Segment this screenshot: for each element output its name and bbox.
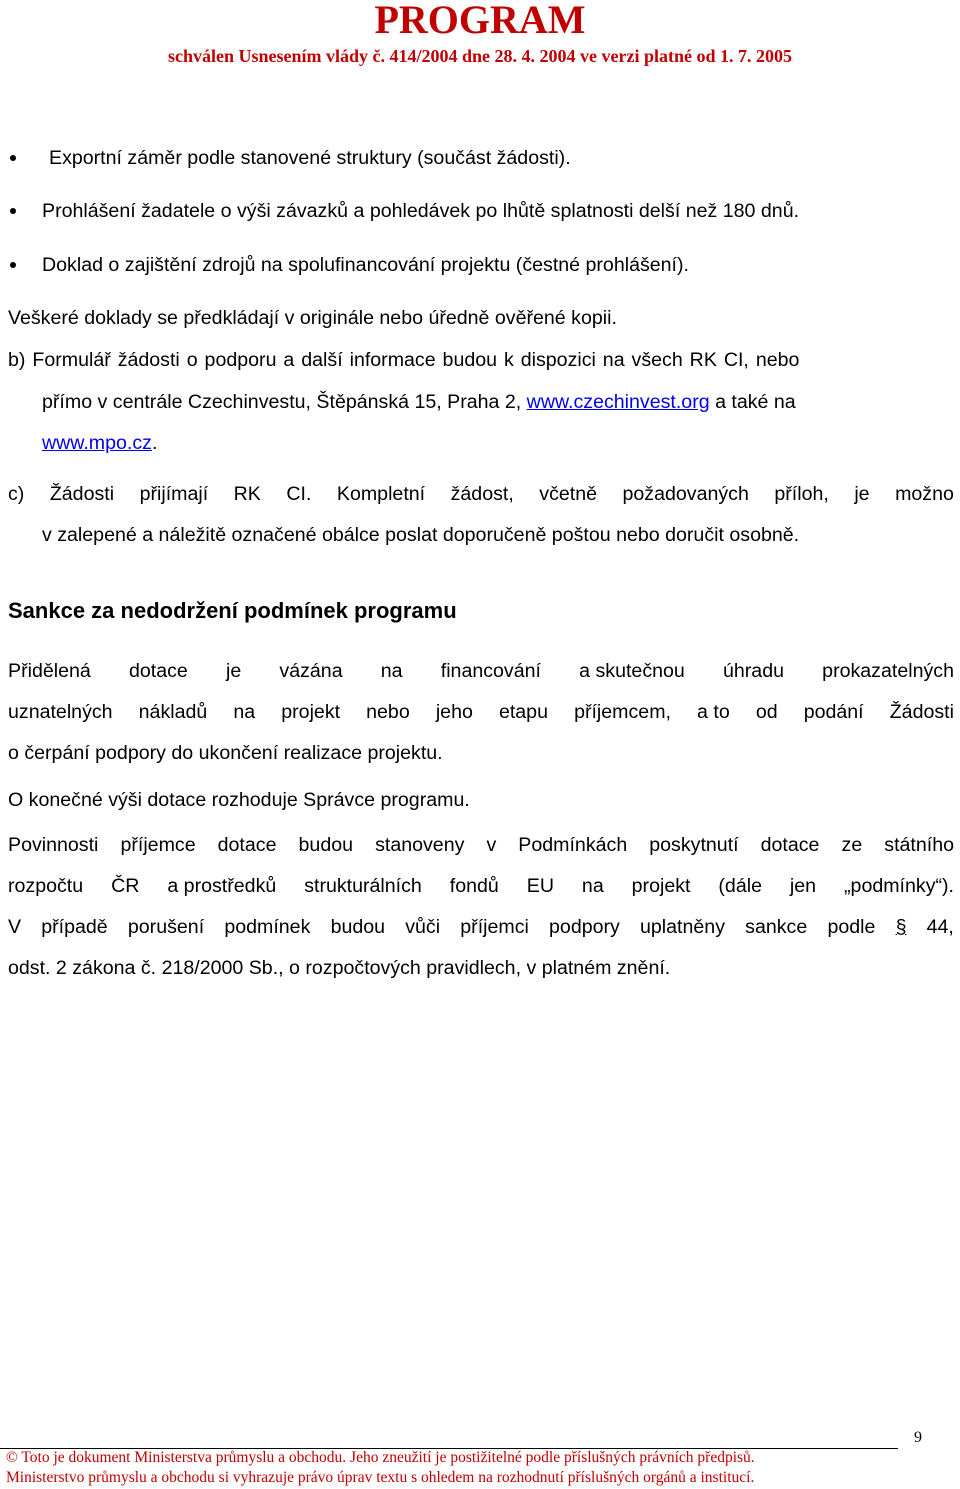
word: jen [789, 875, 817, 897]
word: případě [41, 916, 108, 938]
para3-line-4: odst. 2 zákona č. 218/2000 Sb., o rozpočtových pravidlech, v platném znění. [8, 957, 671, 979]
word: příjemcem, [574, 701, 671, 723]
word: na [380, 660, 403, 682]
item-c-line-2: v zalepené a náležitě označené obálce poslat doporučeně poštou nebo doručit osobně. [42, 524, 800, 546]
para3-line-1 [8, 832, 954, 858]
word: V [8, 916, 22, 938]
word: Povinnosti [8, 834, 99, 856]
word: dotace [217, 834, 277, 856]
word: poskytnutí [649, 834, 739, 856]
word: úhradu [722, 660, 784, 682]
bullet-dot-icon [10, 262, 16, 268]
word: sankce [745, 916, 808, 938]
word: Žádosti [49, 483, 115, 505]
section-sign: § [895, 916, 907, 938]
word: jeho [435, 701, 473, 723]
bullet-item: Exportní záměr podle stanovené struktury (součást žádosti). [49, 147, 571, 169]
item-b-tail: a také na [709, 391, 796, 413]
word: rozpočtu [8, 875, 84, 897]
para1-line-3: o čerpání podpory do ukončení realizace projektu. [8, 742, 443, 764]
word: vázána [279, 660, 343, 682]
word: nebo [366, 701, 410, 723]
word: příjemce [120, 834, 196, 856]
word: strukturálních [304, 875, 422, 897]
word: budou [298, 834, 354, 856]
para1-line-2 [8, 699, 954, 725]
para3-line-3 [8, 914, 954, 940]
word: včetně [539, 483, 598, 505]
documents-note: Veškeré doklady se předkládají v originále nebo úředně ověřené kopii. [8, 307, 617, 329]
czechinvest-link[interactable]: www.czechinvest.org [526, 391, 710, 413]
word: 44, [926, 916, 954, 938]
footer-disclaimer: Ministerstvo průmyslu a obchodu si vyhrazuje právo úprav textu s ohledem na rozhodnutí příslušných orgánů a institucí. [6, 1469, 755, 1486]
word: ČR [111, 875, 140, 897]
item-b-text: b) Formulář žádosti o podporu a další informace budou k dispozici na všech RK CI, nebo [8, 349, 800, 371]
word: fondů [449, 875, 499, 897]
mpo-link[interactable]: www.mpo.cz [42, 432, 152, 454]
word: ze [841, 834, 863, 856]
footer-copyright: © Toto je dokument Ministerstva průmyslu a obchodu. Jeho zneužití je postižitelné podle příslušných právních předpisů. [6, 1449, 755, 1466]
bullet-dot-icon [10, 155, 16, 161]
item-b-address: přímo v centrále Czechinvestu, Štěpánská 15, Praha 2, [42, 391, 527, 413]
word: CI. [286, 483, 312, 505]
word: stanoveny [375, 834, 465, 856]
item-c-line-1 [8, 481, 954, 507]
word: dotace [760, 834, 820, 856]
word: vůči [405, 916, 441, 938]
item-b-line-1 [8, 347, 954, 373]
word: a skutečnou [579, 660, 685, 682]
word: přijímají [139, 483, 209, 505]
word: dotace [128, 660, 188, 682]
word: Podmínkách [518, 834, 628, 856]
bullet-dot-icon [10, 208, 16, 214]
word: uznatelných [8, 701, 113, 723]
word: požadovaných [622, 483, 749, 505]
word: v [486, 834, 497, 856]
item-b-line-3 [42, 430, 157, 456]
item-b-line-2 [42, 389, 796, 415]
word: je [854, 483, 870, 505]
word: příjemci [460, 916, 529, 938]
page-number: 9 [914, 1429, 922, 1446]
word: budou [330, 916, 386, 938]
word: Kompletní [336, 483, 426, 505]
para1-line-1 [8, 658, 954, 684]
word: uplatněny [640, 916, 725, 938]
word: prokazatelných [822, 660, 954, 682]
section-heading: Sankce za nedodržení podmínek programu [8, 598, 457, 623]
word: podmínek [224, 916, 311, 938]
word: EU [526, 875, 554, 897]
word: porušení [127, 916, 205, 938]
word: financování [440, 660, 541, 682]
word: podpory [549, 916, 620, 938]
word: c) [8, 483, 25, 505]
word: na [233, 701, 256, 723]
word: „podmínky“). [844, 875, 954, 897]
item-b-end: . [151, 432, 158, 454]
para2: O konečné výši dotace rozhoduje Správce programu. [8, 789, 470, 811]
word: podle [827, 916, 876, 938]
para3-line-2 [8, 873, 954, 899]
bullet-item: Doklad o zajištění zdrojů na spolufinancování projektu (čestné prohlášení). [42, 254, 689, 276]
word: na [581, 875, 604, 897]
word: je [225, 660, 242, 682]
word: podání [803, 701, 864, 723]
word: (dále [718, 875, 762, 897]
word: projekt [281, 701, 341, 723]
word: projekt [631, 875, 691, 897]
bullet-item: Prohlášení žadatele o výši závazků a pohledávek po lhůtě splatnosti delší než 180 dnů. [42, 200, 800, 222]
word: Žádosti [889, 701, 954, 723]
word: žádost, [450, 483, 514, 505]
word: možno [895, 483, 954, 505]
word: nákladů [138, 701, 208, 723]
program-title: PROGRAM [374, 0, 586, 42]
word: a prostředků [167, 875, 277, 897]
word: od [755, 701, 778, 723]
word: a to [697, 701, 730, 723]
word: etapu [498, 701, 548, 723]
word: státního [884, 834, 954, 856]
program-subtitle: schválen Usnesením vlády č. 414/2004 dne 28. 4. 2004 ve verzi platné od 1. 7. 2005 [168, 46, 792, 66]
word: RK [233, 483, 261, 505]
word: Přidělená [8, 660, 91, 682]
word: příloh, [774, 483, 829, 505]
